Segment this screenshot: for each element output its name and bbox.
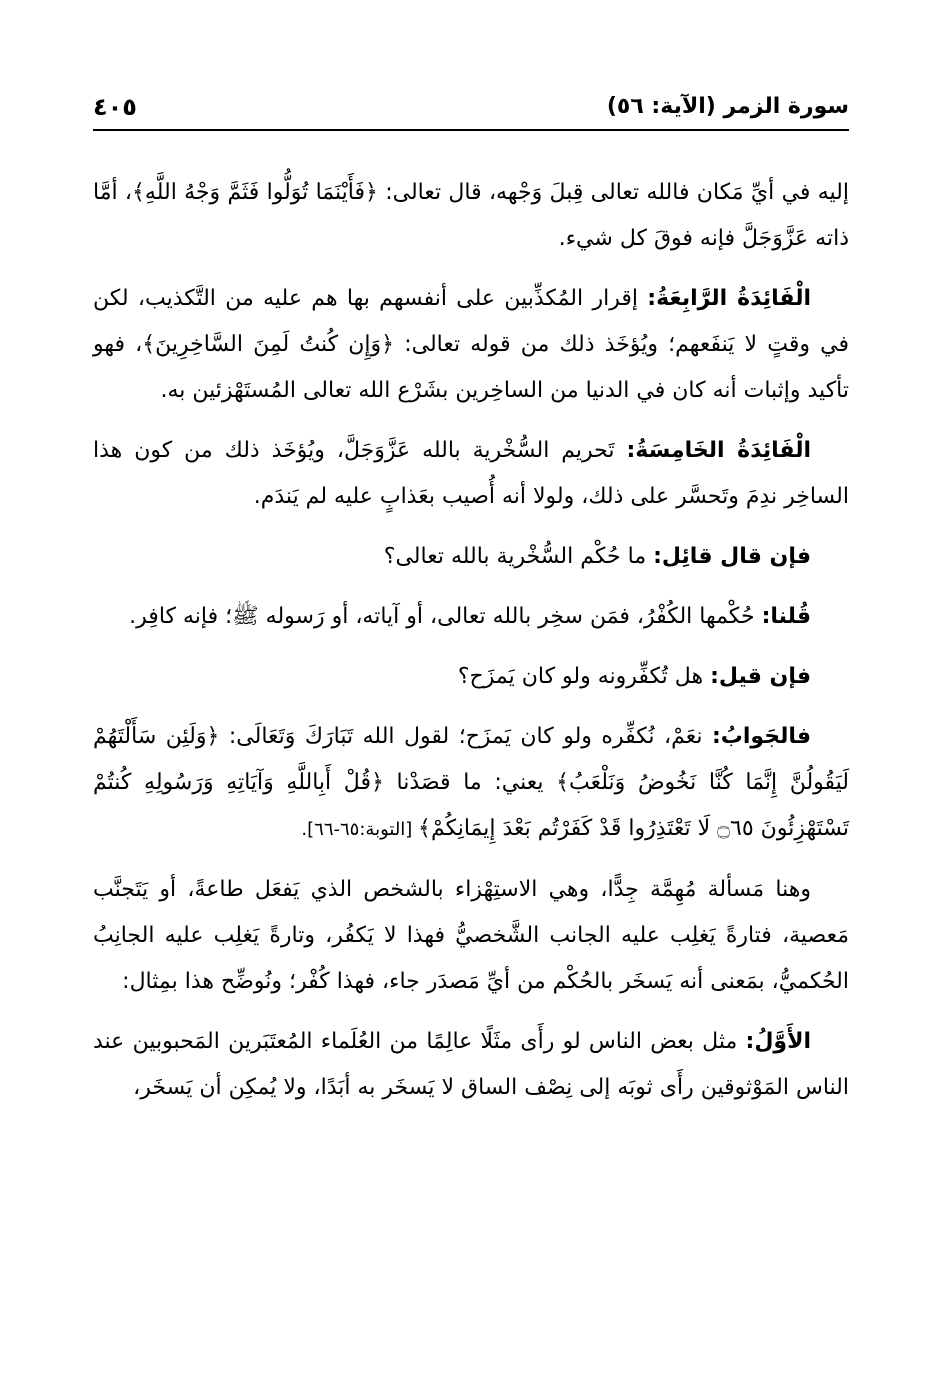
paragraph-text: إليه في أيِّ مَكان فالله تعالى قِبلَ وَجْهه، قال تعالى: [377, 180, 849, 205]
quran-verse: ﴿قُلْ أَبِاللَّهِ وَآيَاتِهِ وَرَسُولِهِ كُنتُمْ تَسْتَهْزِئُونَ ۝٦٥ لَا تَعْتَذِرُوا قَدْ كَفَرْتُم بَعْدَ إِيمَانِكُمْ﴾ [93, 770, 849, 841]
page-header [93, 92, 849, 132]
question-label: فإن قال قائِل: [653, 544, 811, 569]
paragraph-text: يعني: ما قصَدْنا [383, 770, 557, 795]
paragraph-text: ، أمَّا ذاته عَزَّوَجَلَّ فإنه فوقَ كل شيء. [93, 180, 849, 251]
section-heading: الْفَائِدَةُ الخَامِسَةُ: [626, 438, 812, 463]
paragraph-answer [93, 594, 849, 640]
question-label: فإن قيل: [710, 664, 811, 689]
paragraph-question [93, 534, 849, 580]
paragraph-question-2 [93, 654, 849, 700]
paragraph-text: وهنا مَسألة مُهِمَّة جِدًّا، وهي الاستِهْزاء بالشخص الذي يَفعَل طاعةً، أو يَتَجنَّب مَعصية، فتارةً يَغلِب عليه الجانب الشَّخصيُّ فهذا لا يَكفُر، وتارةً يَغلِب عليه الجانِبُ الحُكميُّ، بمَعنى أنه يَسخَر بالحُكْم من أيِّ مَصدَر جاء، فهذا كُفْر؛ ونُوضِّح هذا بمِثال: [93, 877, 849, 994]
paragraph-benefit-five [93, 428, 849, 520]
verse-reference: [التوبة:٦٥-٦٦]. [301, 819, 419, 840]
quran-verse: ﴿فَأَيْنَمَا تُوَلُّوا فَثَمَّ وَجْهُ اللَّهِ﴾ [132, 180, 378, 205]
paragraph-1 [93, 170, 849, 262]
paragraph-text: تَحريم السُّخْرية بالله عَزَّوَجَلَّ، ويُؤخَذ ذلك من كون هذا الساخِر ندِمَ وتَحسَّر على ذلك، ولولا أنه أُصيب بعَذابٍ عليه لم يَندَم. [93, 438, 849, 509]
paragraph-text: نعَمْ، نُكفِّره ولو كان يَمزَح؛ لقول الله تَبَارَكَ وَتَعَالَى: [219, 724, 712, 749]
header-divider [93, 129, 849, 131]
paragraph-text: حُكْمها الكُفْرُ، فمَن سخِر بالله تعالى، أو آياته، أو رَسوله ﷺ؛ فإنه كافِر. [129, 604, 762, 629]
quran-verse: ﴿وَلَئِن سَأَلْتَهُمْ لَيَقُولُنَّ إِنَّمَا كُنَّا نَخُوضُ وَنَلْعَبُ﴾ [93, 724, 850, 795]
paragraph-text: إقرار المُكذِّبين على أنفسهم بها هم عليه من التَّكذيب، لكن في وقتٍ لا يَنفَعهم؛ ويُؤخَذ ذلك من قوله تعالى: [93, 286, 849, 357]
paragraph-example-first [93, 1019, 849, 1111]
quran-verse: ﴿وَإِن كُنتُ لَمِنَ السَّاخِرِينَ﴾ [142, 332, 395, 357]
paragraph-issue [93, 867, 849, 1005]
paragraph-response [93, 714, 849, 853]
paragraph-text: ما حُكْم السُّخْرية بالله تعالى؟ [383, 544, 654, 569]
answer-label: فالجَوابُ: [711, 724, 811, 749]
paragraph-text: هل تُكفِّرونه ولو كان يَمزَح؟ [457, 664, 711, 689]
paragraph-text: ، فهو تأكيد وإثبات أنه كان في الدنيا من الساخِرين بشَرْع الله تعالى المُستَهْزئين به. [93, 332, 849, 403]
paragraph-text: مثل بعض الناس لو رأَى مثَلًا عالِمًا من العُلَماء المُعتَبَرين المَحبوبين عند الناس المَوْثوقين رأَى ثوبَه إلى نِصْف الساق لا يَسخَر به أبَدًا، ولا يُمكِن أن يَسخَر، [93, 1029, 849, 1100]
section-heading: الأَوَّلُ: [745, 1029, 811, 1054]
page-number: ٤٠٥ [93, 93, 137, 121]
section-heading: الْفَائِدَةُ الرَّابِعَةُ: [647, 286, 811, 311]
answer-label: قُلنا: [761, 604, 811, 629]
page-body [93, 170, 849, 1125]
surah-title: سورة الزمر (الآية: ٥٦) [606, 94, 849, 119]
paragraph-benefit-four [93, 276, 849, 414]
